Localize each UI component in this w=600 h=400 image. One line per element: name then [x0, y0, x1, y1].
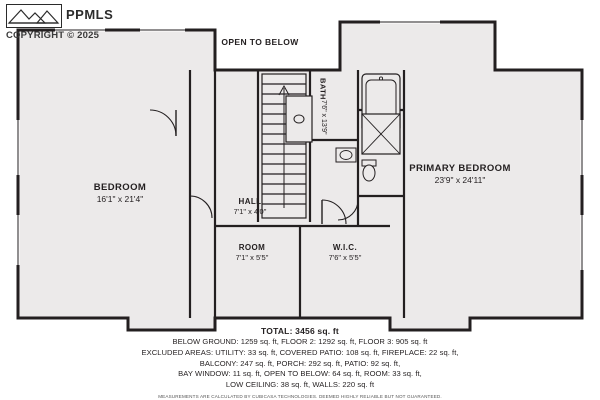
- brand-text: PPMLS: [66, 7, 114, 22]
- room-dimensions: 16'1" x 21'4": [96, 193, 144, 204]
- room-dimensions: 7'1" x 5'5": [235, 253, 269, 262]
- room-name: PRIMARY BEDROOM: [409, 163, 511, 174]
- room-label-room: [212, 243, 292, 262]
- summary-line-5: LOW CEILING: 38 sq. ft, WALLS: 220 sq. ft: [225, 380, 375, 390]
- summary-line-3: BALCONY: 247 sq. ft, PORCH: 292 sq. ft, PATIO: 92 sq. ft,: [199, 358, 401, 368]
- room-label-open-to-below: [205, 37, 315, 48]
- summary-line-1: BELOW GROUND: 1259 sq. ft, FLOOR 2: 1292 sq. ft, FLOOR 3: 905 sq. ft: [172, 337, 428, 346]
- mountain-logo-icon: [6, 4, 62, 28]
- area-summary: [0, 326, 600, 399]
- island-counter-icon: [286, 96, 312, 142]
- summary-line-4: BAY WINDOW: 11 sq. ft, OPEN TO BELOW: 64 sq. ft, ROOM: 33 sq. ft,: [178, 369, 422, 379]
- room-name: HALL: [238, 197, 262, 206]
- room-name: OPEN TO BELOW: [221, 37, 299, 47]
- room-name: BATH: [318, 78, 328, 100]
- room-label-hall: [215, 197, 285, 216]
- room-dimensions: 7'1" x 4'0": [233, 207, 267, 216]
- room-name: BEDROOM: [93, 182, 147, 193]
- total-area-text: TOTAL: 3456 sq. ft: [261, 326, 339, 336]
- room-label-wic: [305, 243, 385, 262]
- room-label-bath: [318, 78, 352, 134]
- room-dimensions: 23'9" x 24'11": [434, 174, 486, 185]
- room-dimensions: 7'6" x 13'9": [319, 99, 327, 135]
- summary-line-2: EXCLUDED AREAS: UTILITY: 33 sq. ft, COVERED PATIO: 108 sq. ft, FIREPLACE: 22 sq. ft,: [141, 347, 459, 357]
- toilet-icon: [362, 160, 376, 181]
- room-name: ROOM: [238, 243, 266, 252]
- room-dimensions: 7'6" x 5'5": [328, 253, 362, 262]
- disclaimer-text: MEASUREMENTS ARE CALCULATED BY CUBICASA TECHNOLOGIES. DEEMED HIGHLY RELIABLE BUT NOT GUARANTEED.: [158, 393, 442, 399]
- watermark: [6, 4, 136, 41]
- shower-icon: [362, 114, 400, 154]
- sink-icon: [336, 148, 356, 162]
- room-name: W.I.C.: [332, 243, 358, 252]
- copyright-text: COPYRIGHT © 2025: [6, 30, 100, 41]
- room-label-primary-bedroom: [390, 163, 530, 186]
- room-label-bedroom: [60, 182, 180, 205]
